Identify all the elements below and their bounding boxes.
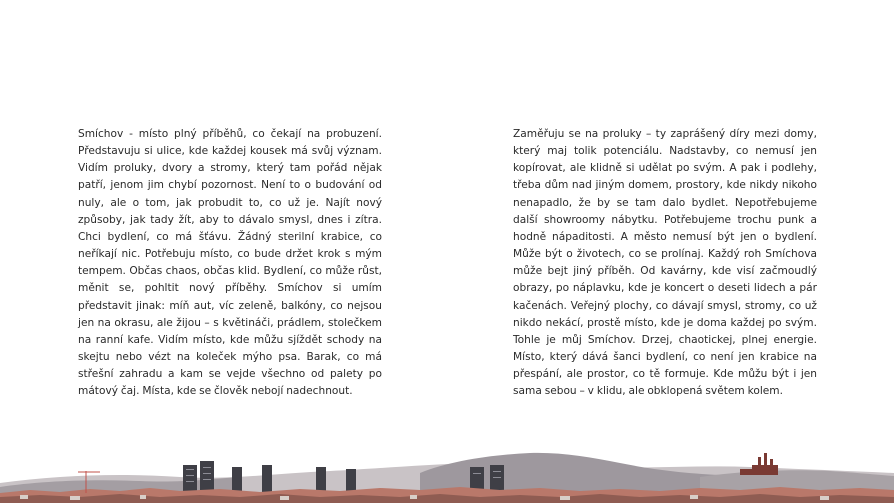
castle-silhouette bbox=[740, 453, 778, 475]
skyline-illustration bbox=[0, 443, 894, 503]
left-paragraph: Smíchov - místo plný příběhů, co čekají na probuzení. Představuju si ulice, kde každej kousek má svůj význam. Vidím proluky, dvory a stromy, který tam pořád nějak patří, jenom jim chybí pozornost. Není to o budování od nuly, ale o tom, jak probudit to, co už je. Najít nový způsoby, jak tady žít, aby to dávalo smysl, dnes i zítra. Chci bydlení, co má šťávu. Žádný sterilní krabice, co neříkají nic. Potřebuju místo, co bude držet krok s mým tempem. Občas chaos, občas klid. Bydlení, co může růst, měnit se, pohltit nový příběhy. Smíchov si umím představit jinak: míň aut, víc zeleně, balkóny, co nejsou jen na okrasu, ale žijou – s květináči, prádlem, stolečkem na ranní kafe. Vidím místo, kde můžu sjíždět schody na skejtu nebo vézt na koleček mýho psa. Barak, co má střešní zahradu a kam se vejde všechno od palety po mátový čaj. Místa, kde se člověk nebojí nadechnout. bbox=[78, 128, 382, 398]
roofs-band-dark bbox=[0, 494, 894, 503]
right-paragraph: Zaměřuju se na proluky – ty zaprášený díry mezi domy, který maj tolik potenciálu. Nadstavby, co nemusí jen kopírovat, ale klidně si udělat po svým. A pak i podlehy, třeba dům nad jiným domem, prostory, kde nikdy nikoho nenapadlo, že by se tam dalo bydlet. Nepotřebujeme další showroomy nábytku. Potřebujeme trochu punk a hodně nápaditosti. A město nemusí být jen o bydlení. Může být o životech, co se prolínaj. Každý roh Smíchova může bejt jiný příběh. Od kavárny, kde visí začmoudlý obrazy, po náplavku, kde je koncert o deseti lidech a pár kačenách. Veřejný plochy, co dávají smysl, stromy, co už nikdo nekácí, prostě místo, kde je doma každej po svým. Tohle je můj Smíchov. Drzej, chaotickej, plnej energie. Místo, který dává šanci bydlení, co není jen krabice na přespání, ale prostor, co tě formuje. Kde můžu být i jen sama sebou – v klidu, ale obklopená světem kolem. bbox=[513, 128, 817, 398]
city-panorama-image bbox=[0, 443, 894, 503]
right-page-text bbox=[513, 126, 817, 401]
left-page-text bbox=[78, 126, 382, 401]
